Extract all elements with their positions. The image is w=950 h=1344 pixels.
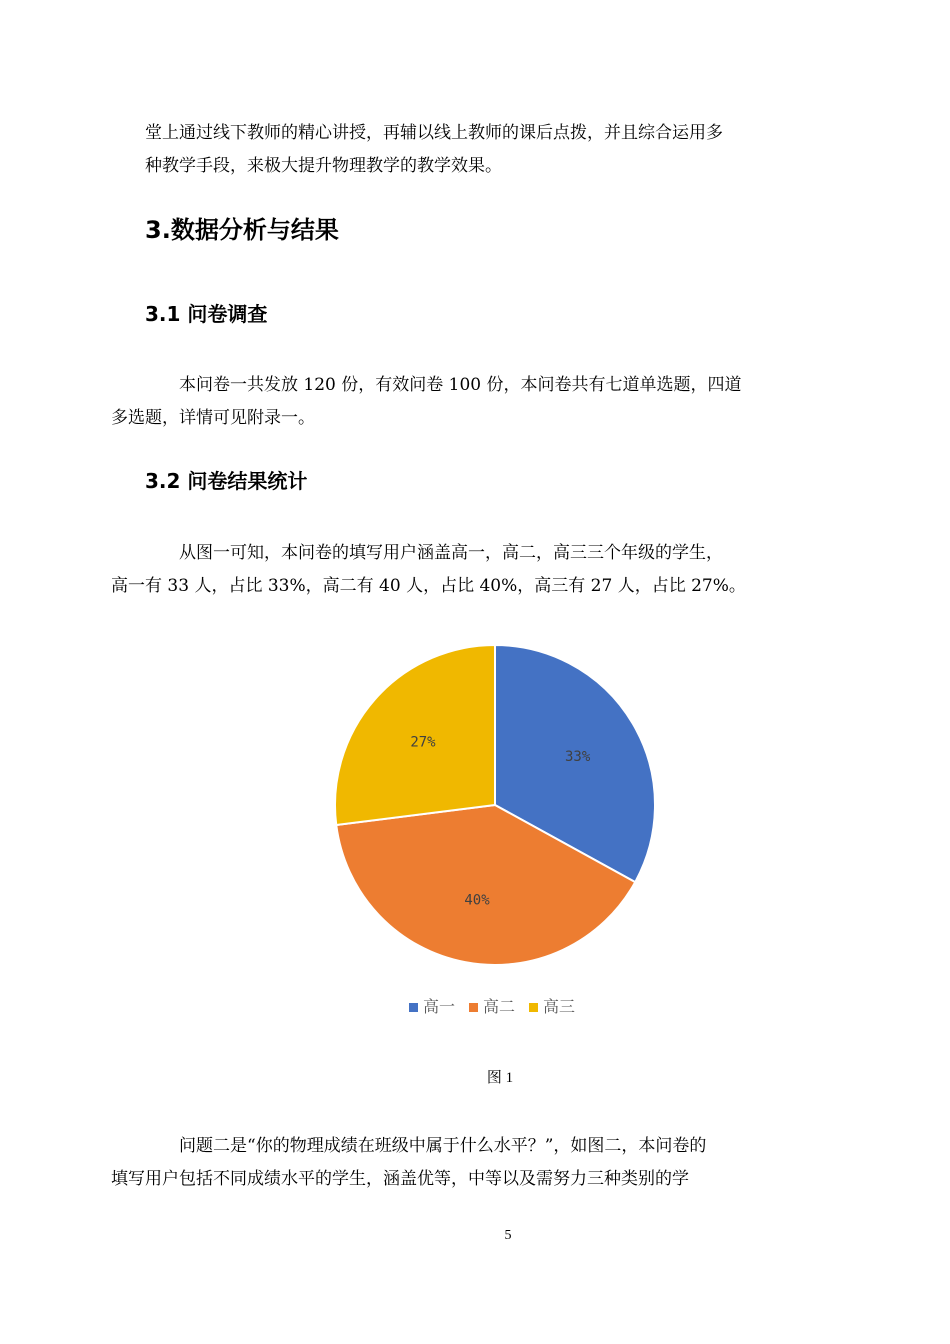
legend-swatch-2 (469, 1003, 478, 1012)
legend-label-2: 高二 (483, 997, 516, 1016)
question2-line-2: 填写用户包括不同成绩水平的学生，涵盖优等，中等以及需努力三种类别的学 (111, 1169, 689, 1189)
pie-slices (335, 645, 655, 965)
pie-chart (320, 620, 680, 1040)
pie-slice-label-1: 33% (564, 749, 591, 766)
result-paragraph (111, 537, 807, 603)
result-line-1: 从图一可知，本问卷的填写用户涵盖高一，高二，高三三个年级的学生， (179, 543, 723, 563)
section-3-1-heading: 3.1 问卷调查 (145, 302, 268, 326)
result-line-2: 高一有 33 人，占比 33%，高二有 40 人，占比 40%，高三有 27 人，占比 27%。 (111, 576, 746, 596)
pie-slice-label-2: 40% (464, 892, 490, 909)
survey-line-2: 多选题，详情可见附录一。 (111, 408, 315, 428)
question2-paragraph (111, 1130, 807, 1196)
legend-label-3: 高三 (543, 997, 576, 1016)
section-3-2-heading: 3.2 问卷结果统计 (145, 469, 308, 493)
section-3-heading: 3.数据分析与结果 (145, 216, 339, 244)
survey-paragraph (111, 369, 807, 435)
intro-line-1: 堂上通过线下教师的精心讲授，再辅以线上教师的课后点拨，并且综合运用多 (145, 123, 723, 143)
pie-slice-label-3: 27% (410, 734, 436, 751)
question2-line-1: 问题二是“你的物理成绩在班级中属于什么水平？”，如图二，本问卷的 (179, 1136, 707, 1156)
page-number: 5 (504, 1228, 512, 1243)
intro-paragraph (145, 117, 807, 183)
survey-line-1: 本问卷一共发放 120 份，有效问卷 100 份，本问卷共有七道单选题，四道 (179, 375, 742, 395)
figure-caption: 图 1 (486, 1070, 514, 1086)
legend-label-1: 高一 (423, 997, 456, 1016)
legend-swatch-3 (529, 1003, 538, 1012)
intro-line-2: 种教学手段，来极大提升物理教学的教学效果。 (145, 156, 502, 176)
legend-swatch-1 (409, 1003, 418, 1012)
chart-legend (409, 997, 575, 1016)
